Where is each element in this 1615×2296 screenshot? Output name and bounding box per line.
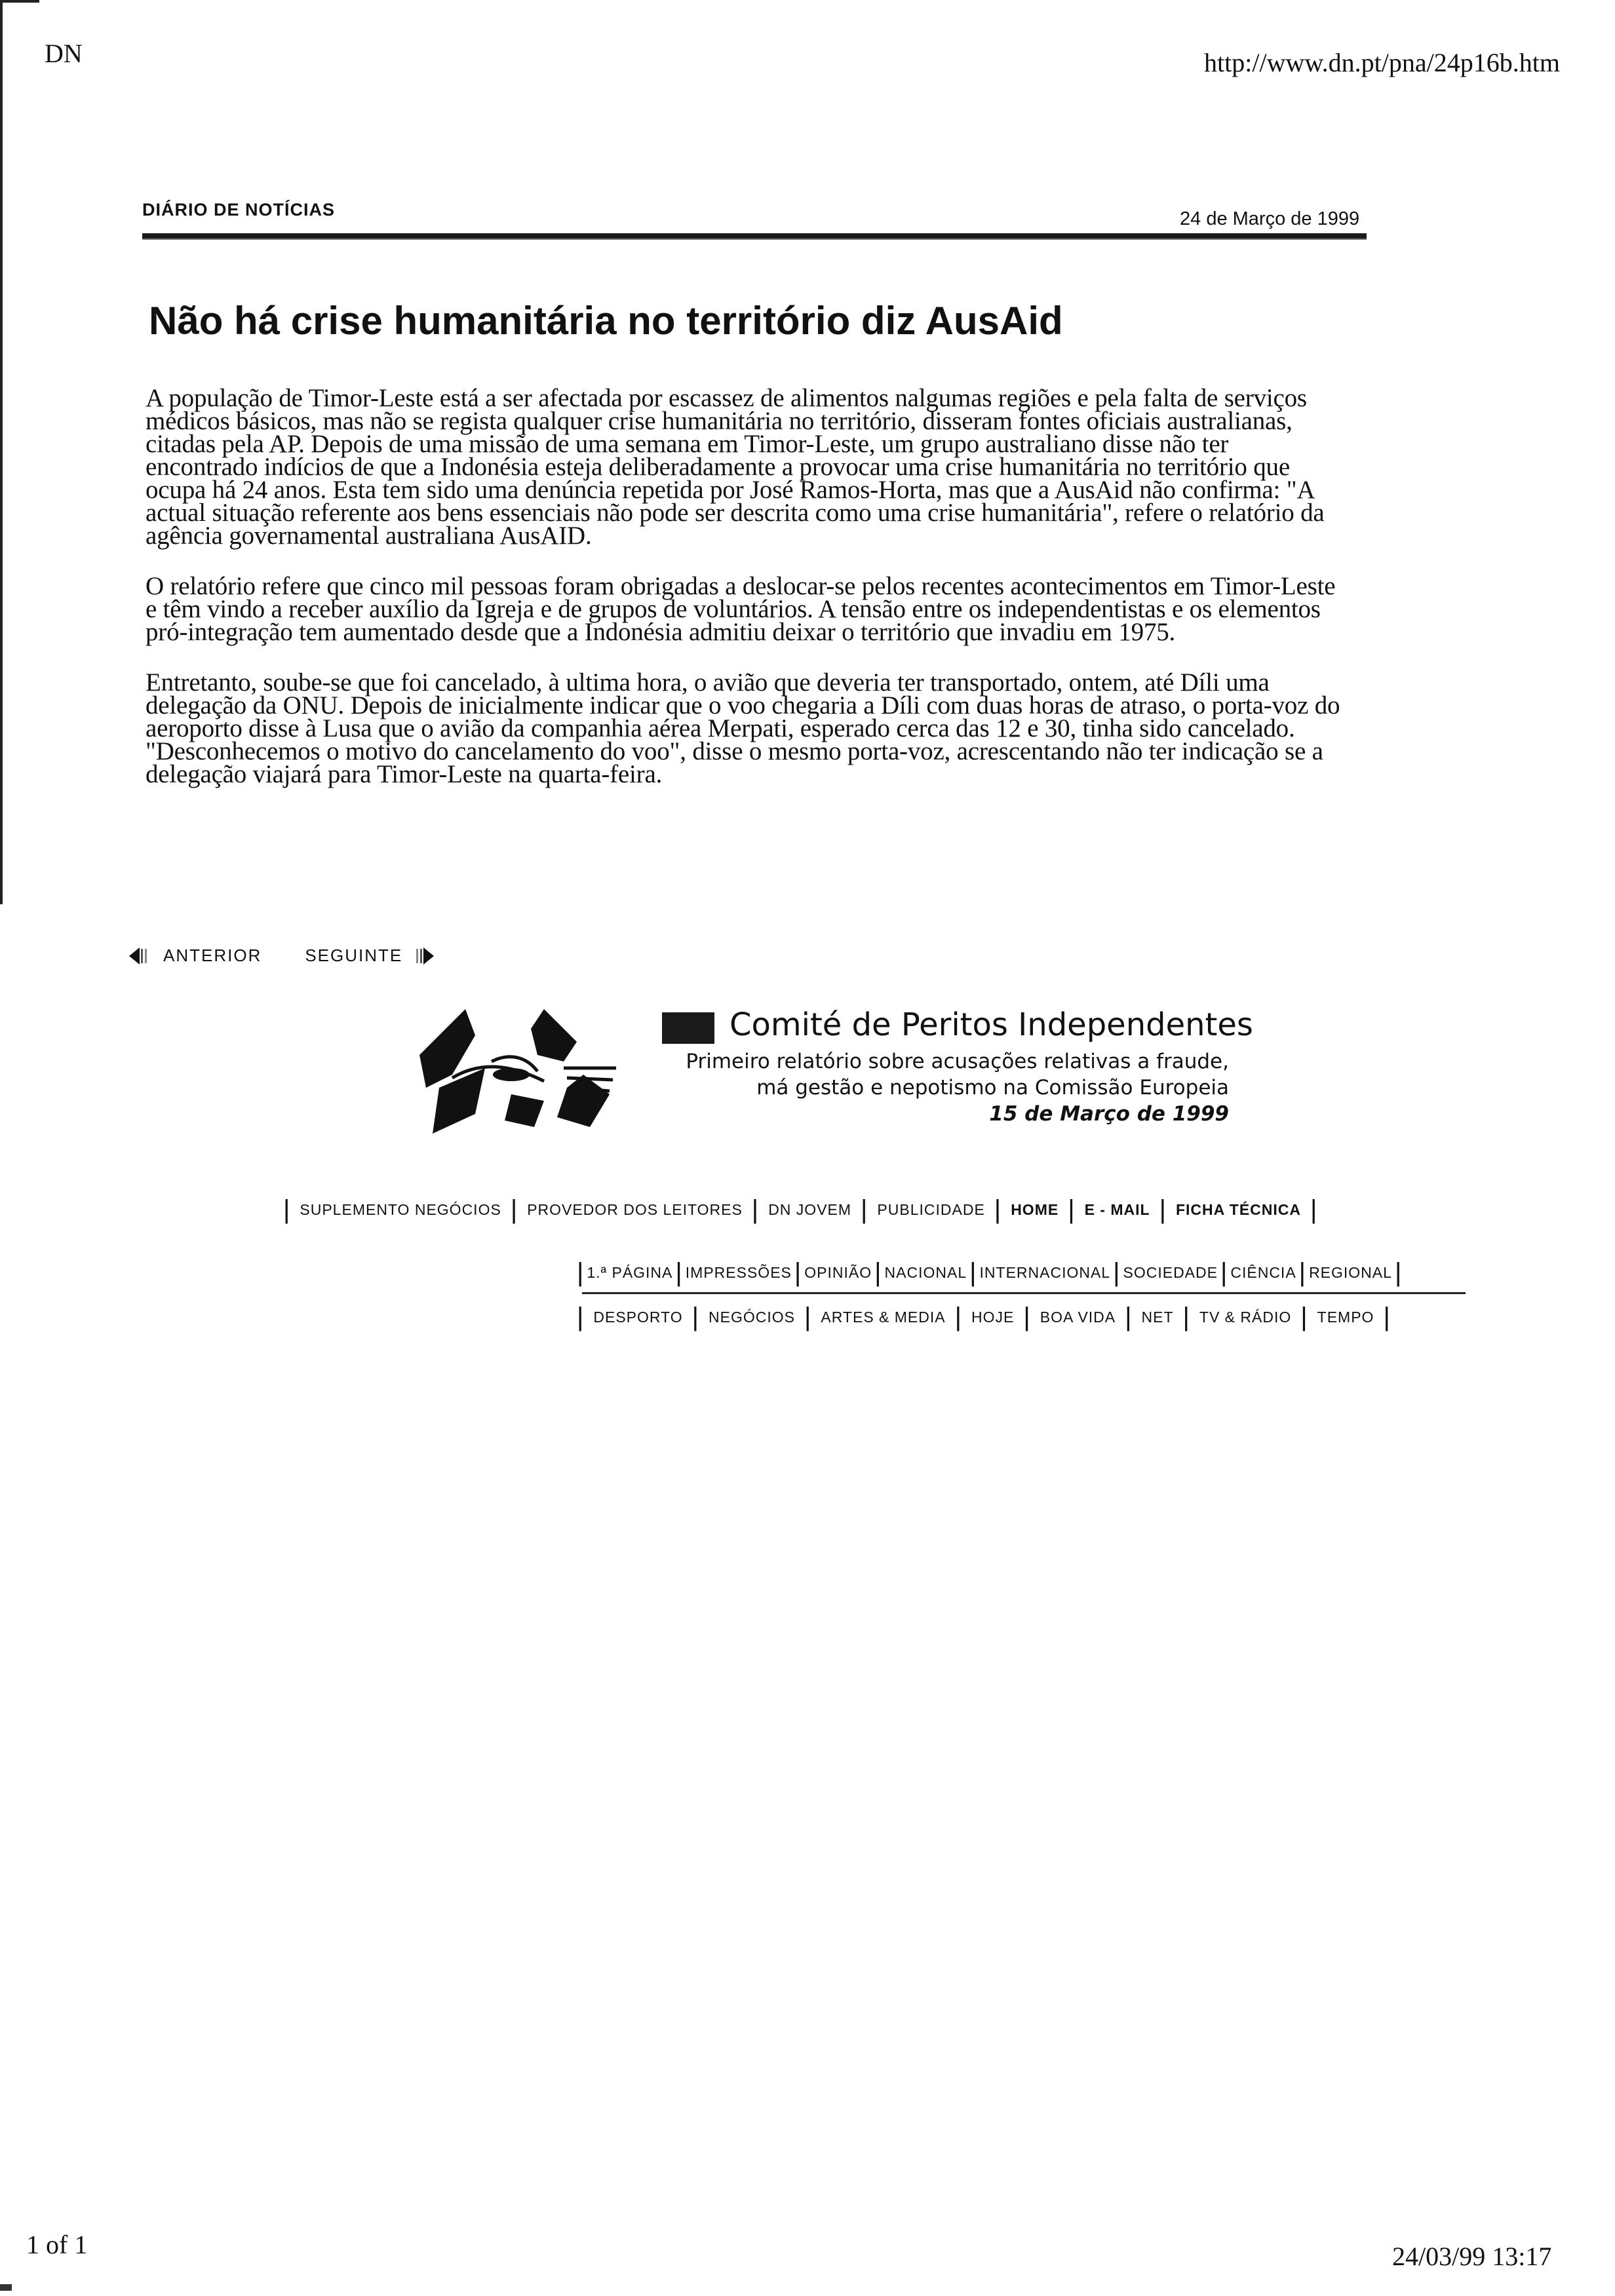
- nav-link-regional[interactable]: REGIONAL: [1309, 1263, 1392, 1281]
- print-header-title: DN: [45, 39, 83, 68]
- banner-subtitle-line-1: Primeiro relatório sobre acusações relativas a fraude,: [686, 1050, 1229, 1073]
- masthead-logo[interactable]: DIÁRIO DE NOTÍCIAS: [142, 200, 336, 220]
- article-body: [146, 384, 1345, 813]
- nav-link-suplemento-negocios[interactable]: SUPLEMENTO NEGÓCIOS: [300, 1200, 501, 1218]
- nav-row-services: | SUPLEMENTO NEGÓCIOS | PROVEDOR DOS LEITORES | DN JOVEM | PUBLICIDADE | HOME | E - MAIL | FICHA TÉCNICA |: [283, 1195, 1318, 1224]
- nav-link-publicidade[interactable]: PUBLICIDADE: [877, 1200, 985, 1218]
- committee-report-banner[interactable]: [413, 996, 1253, 1147]
- eu-flag-icon: [662, 1012, 714, 1044]
- masthead-rule: [142, 233, 1367, 240]
- nav-link-opiniao[interactable]: OPINIÃO: [804, 1263, 872, 1281]
- scan-edge-top: [0, 0, 39, 3]
- nav-link-tv-radio[interactable]: TV & RÁDIO: [1199, 1308, 1292, 1326]
- nav-link-negocios[interactable]: NEGÓCIOS: [709, 1308, 795, 1326]
- scan-mark: [0, 2284, 12, 2291]
- nav-link-ciencia[interactable]: CIÊNCIA: [1230, 1263, 1296, 1281]
- banner-title: Comité de Peritos Independentes: [730, 1006, 1253, 1043]
- nav-row-sections: | 1.ª PÁGINA | IMPRESSÕES | OPINIÃO | NACIONAL | INTERNACIONAL | SOCIEDADE | CIÊNCIA | REGIONAL |: [577, 1258, 1403, 1287]
- issue-date: 24 de Março de 1999: [1180, 208, 1360, 229]
- print-timestamp: 24/03/99 13:17: [1392, 2242, 1552, 2271]
- nav-link-impressoes[interactable]: IMPRESSÕES: [685, 1263, 792, 1281]
- article-paragraph: O relatório refere que cinco mil pessoas foram obrigadas a deslocar-se pelos recentes acontecimentos em Timor-Leste e têm vindo a receber auxílio da Igreja e de grupos de voluntários. A tensão entre os independentistas e os elementos pró-integração tem aumentado desde que a Indonésia admitiu deixar o território que invadiu em 1975.: [146, 572, 1336, 646]
- banner-date: 15 de Março de 1999: [989, 1102, 1229, 1126]
- nav-link-provedor-dos-leitores[interactable]: PROVEDOR DOS LEITORES: [527, 1200, 743, 1218]
- nav-link-desporto[interactable]: DESPORTO: [593, 1308, 683, 1326]
- nav-link-tempo[interactable]: TEMPO: [1317, 1308, 1374, 1326]
- nav-link-sociedade[interactable]: SOCIEDADE: [1123, 1263, 1218, 1281]
- nav-link-ficha-tecnica[interactable]: FICHA TÉCNICA: [1175, 1200, 1301, 1218]
- nav-link-internacional[interactable]: INTERNACIONAL: [979, 1263, 1111, 1281]
- nav-link-boa-vida[interactable]: BOA VIDA: [1040, 1308, 1116, 1326]
- nav-link-home[interactable]: HOME: [1011, 1200, 1059, 1218]
- nav-row-features: | DESPORTO | NEGÓCIOS | ARTES & MEDIA | HOJE | BOA VIDA | NET | TV & RÁDIO | TEMPO |: [577, 1303, 1391, 1331]
- article-paragraph: A população de Timor-Leste está a ser afectada por escassez de alimentos nalgumas regiões e pela falta de serviços médicos básicos, mas não se regista qualquer crise humanitária no território, disseram fontes oficiais australianas, citadas pela AP. Depois de uma missão de uma semana em Timor-Leste, um grupo australiano disse não ter encontrado indícios de que a Indonésia esteja deliberadamente a provocar uma crise humanitária no território que ocupa há 24 anos. Esta tem sido uma denúncia repetida por José Ramos-Horta, mas que a AusAid não confirma: "A actual situação referente aos bens essenciais não pode ser descrita como uma crise humanitária", refere o relatório da agência governamental australiana AusAID.: [146, 384, 1325, 550]
- article-headline: Não há crise humanitária no território diz AusAid: [149, 299, 1063, 343]
- next-article-link[interactable]: [305, 946, 434, 966]
- nav-link-artes-media[interactable]: ARTES & MEDIA: [821, 1308, 946, 1326]
- previous-article-link[interactable]: [129, 946, 262, 966]
- arrow-left-icon: [129, 946, 151, 966]
- next-label: SEGUINTE: [305, 946, 403, 965]
- print-page-count: 1 of 1: [26, 2230, 88, 2259]
- banner-subtitle-line-2: má gestão e nepotismo na Comissão Europeia: [756, 1076, 1229, 1100]
- nav-link-hoje[interactable]: HOJE: [971, 1308, 1015, 1326]
- nav-link-dn-jovem[interactable]: DN JOVEM: [768, 1200, 852, 1218]
- article-pager: [129, 946, 434, 966]
- previous-label: ANTERIOR: [163, 946, 262, 965]
- article-paragraph: Entretanto, soube-se que foi cancelado, à ultima hora, o avião que deveria ter transportado, ontem, até Díli uma delegação da ONU. Depois de inicialmente indicar que o voo chegaria a Díli com duas horas de atraso, o porta-voz do aeroporto disse à Lusa que o avião da companhia aérea Merpati, esperado cerca das 12 e 30, tinha sido cancelado. "Desconhecemos o motivo do cancelamento do voo", disse o mesmo porta-voz, acrescentando não ter indicação se a delegação viajará para Timor-Leste na quarta-feira.: [146, 668, 1340, 788]
- nav-link-nacional[interactable]: NACIONAL: [884, 1263, 967, 1281]
- print-header-url: http://www.dn.pt/pna/24p16b.htm: [1204, 48, 1560, 77]
- nav-link-primeira-pagina[interactable]: 1.ª PÁGINA: [587, 1263, 673, 1281]
- banner-illustration-icon: [413, 996, 629, 1147]
- arrow-right-icon: [412, 946, 434, 966]
- nav-link-net[interactable]: NET: [1141, 1308, 1174, 1326]
- scan-edge-left: [0, 0, 3, 904]
- nav-divider: [582, 1292, 1466, 1294]
- nav-link-email[interactable]: E - MAIL: [1084, 1200, 1150, 1218]
